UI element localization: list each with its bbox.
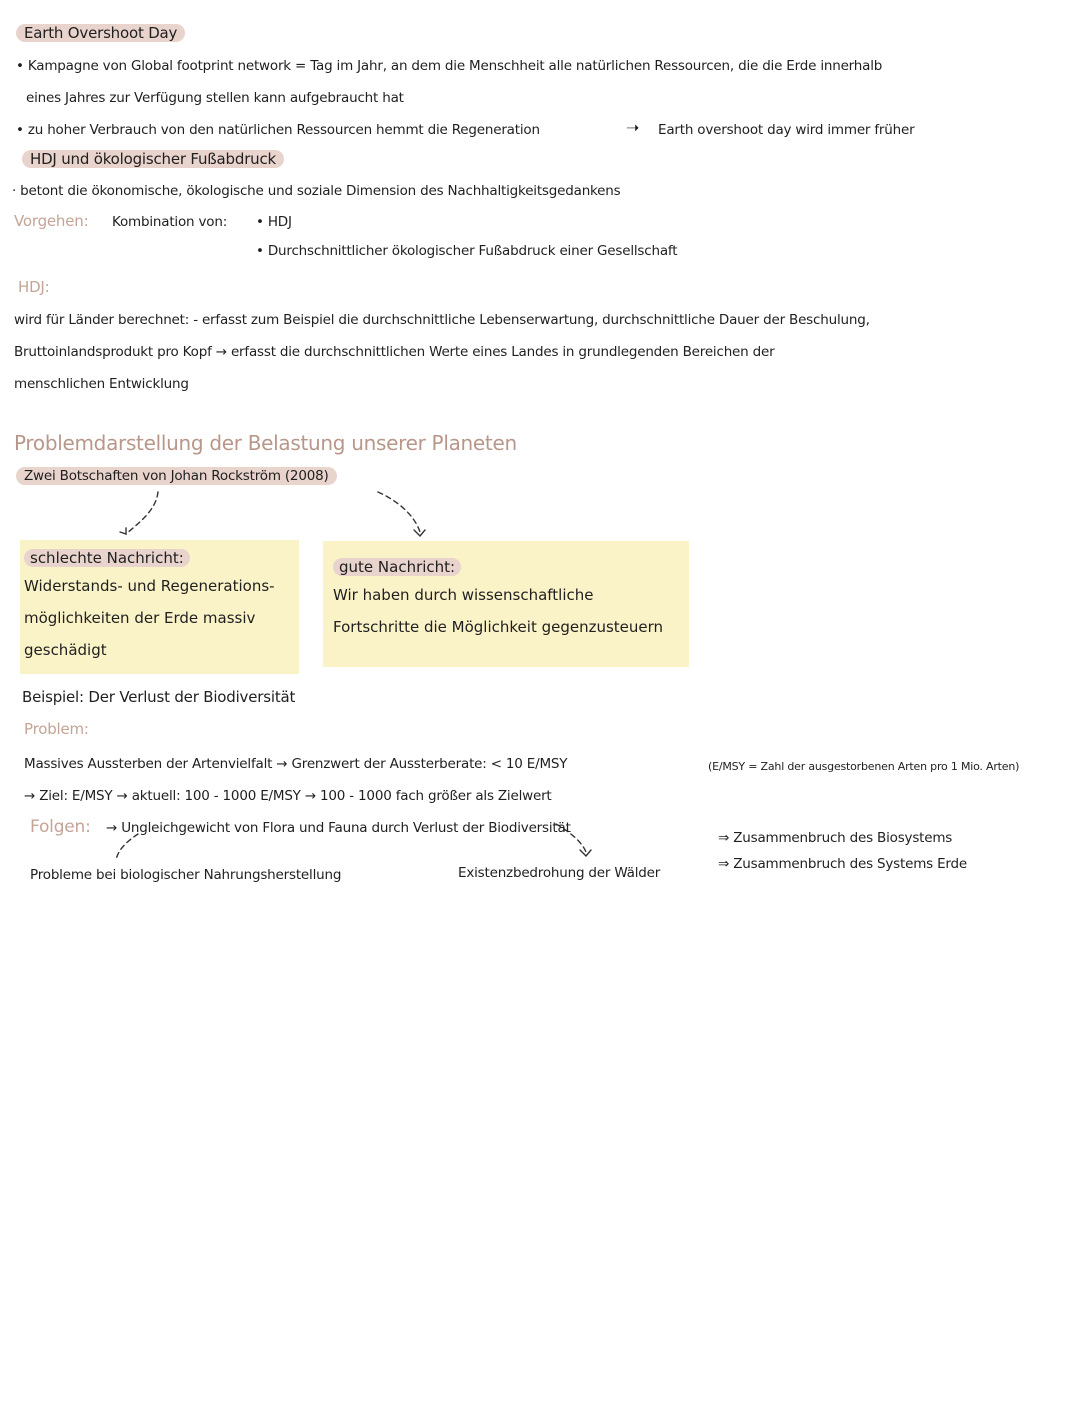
arrow-to-good-news — [378, 492, 420, 532]
overshoot-bullet2-result: Earth overshoot day wird immer früher — [658, 122, 915, 138]
bad-news-label: schlechte Nachricht: — [24, 549, 190, 567]
good-news-box — [323, 541, 689, 667]
consequence-forest: Existenzbedrohung der Wälder — [458, 865, 661, 881]
vorgehen-item-hdj: • HDJ — [256, 214, 292, 230]
hdj-line3: menschlichen Entwicklung — [14, 376, 189, 392]
good-news-line1: Wir haben durch wissenschaftliche — [333, 586, 594, 604]
collapse-biosystem: ⇒ Zusammenbruch des Biosystems — [718, 830, 953, 846]
vorgehen-label: Vorgehen: — [14, 212, 89, 230]
arrow-to-food-problems — [116, 834, 138, 860]
massive-extinction-text: Massives Aussterben der Artenvielfalt → Grenzwert der Aussterberate: < 10 E/MSY — [24, 756, 568, 772]
hdj-line1: wird für Länder berechnet: - erfasst zum Beispiel die durchschnittliche Lebenserwartung, durchschnittliche Dauer der Beschulung, — [14, 312, 870, 328]
problem-label: Problem: — [24, 720, 89, 738]
good-news-label: gute Nachricht: — [333, 558, 461, 576]
hdj-footprint-line1: · betont die ökonomische, ökologische und soziale Dimension des Nachhaltigkeitsgedankens — [12, 183, 621, 199]
folgen-label: Folgen: — [30, 817, 91, 837]
earth-overshoot-heading: Earth Overshoot Day — [16, 24, 185, 42]
arrow-to-bad-news — [126, 492, 158, 534]
bad-news-line3: geschädigt — [24, 641, 107, 659]
bad-news-line1: Widerstands- und Regenerations- — [24, 577, 275, 595]
hdj-footprint-heading: HDJ und ökologischer Fußabdruck — [22, 150, 284, 168]
rockstroem-subtitle: Zwei Botschaften von Johan Rockström (2008) — [16, 467, 337, 485]
good-news-line2: Fortschritte die Möglichkeit gegenzusteuern — [333, 618, 664, 636]
hdj-line2: Bruttoinlandsprodukt pro Kopf → erfasst die durchschnittlichen Werte eines Landes in grundlegenden Bereichen der — [14, 344, 775, 360]
arrow-right-icon: ➝ — [626, 118, 640, 137]
overshoot-bullet1-line2: eines Jahres zur Verfügung stellen kann aufgebraucht hat — [26, 90, 404, 106]
vorgehen-item-footprint: • Durchschnittlicher ökologischer Fußabdruck einer Gesellschaft — [256, 243, 678, 259]
overshoot-bullet1-line1: • Kampagne von Global footprint network = Tag im Jahr, an dem die Menschheit alle natürlichen Ressourcen, die die Erde innerhalb — [16, 58, 883, 74]
bad-news-line2: möglichkeiten der Erde massiv — [24, 609, 256, 627]
collapse-earth-system: ⇒ Zusammenbruch des Systems Erde — [718, 856, 968, 872]
ziel-line: → Ziel: E/MSY → aktuell: 100 - 1000 E/MSY → 100 - 1000 fach größer als Zielwert — [24, 788, 552, 804]
emsy-note: (E/MSY = Zahl der ausgestorbenen Arten pro 1 Mio. Arten) — [708, 760, 1020, 773]
folgen-text: → Ungleichgewicht von Flora und Fauna durch Verlust der Biodiversität — [106, 820, 571, 836]
vorgehen-text: Kombination von: — [112, 214, 228, 230]
overshoot-bullet2: • zu hoher Verbrauch von den natürlichen Ressourcen hemmt die Regeneration — [16, 122, 540, 138]
bad-news-box — [20, 540, 299, 674]
problem-title: Problemdarstellung der Belastung unserer Planeten — [14, 431, 517, 455]
example-biodiversity: Beispiel: Der Verlust der Biodiversität — [22, 688, 296, 706]
consequence-food: Probleme bei biologischer Nahrungsherstellung — [30, 867, 342, 883]
hdj-label: HDJ: — [18, 278, 50, 296]
